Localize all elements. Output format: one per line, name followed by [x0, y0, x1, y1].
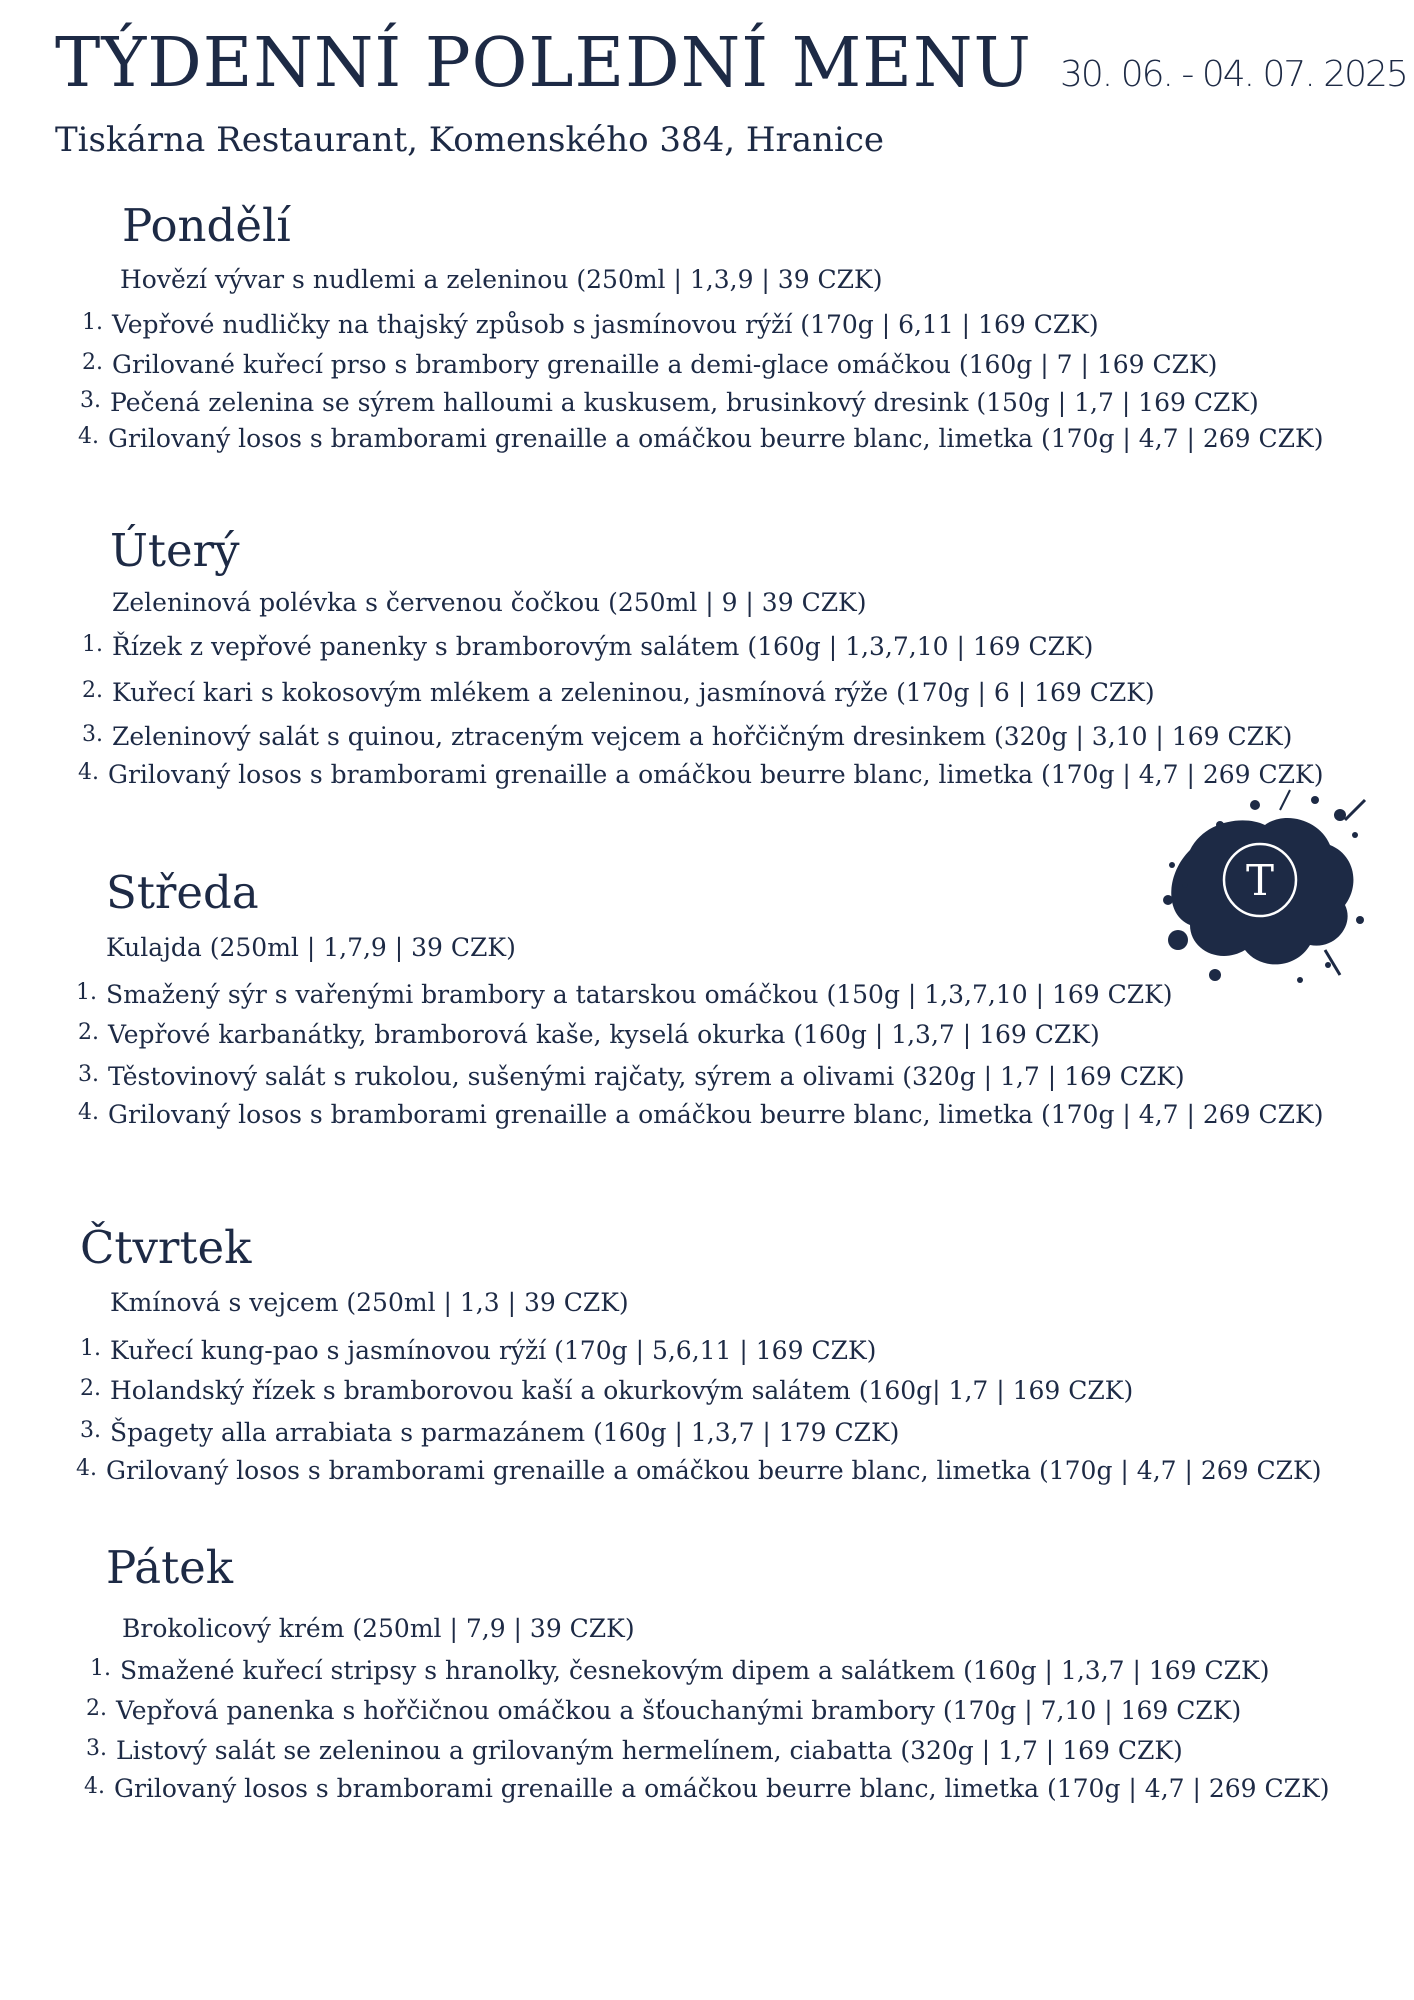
day-name: Pátek — [106, 1541, 234, 1594]
dish-text: Grilovaný losos s bramborami grenaille a omáčkou beurre blanc, limetka (170g | 4,7 | 269 CZK) — [114, 1774, 1330, 1803]
list-item — [82, 678, 1155, 707]
list-item — [82, 310, 1099, 339]
soup-of-day: Kulajda (250ml | 1,7,9 | 39 CZK) — [106, 933, 516, 962]
dish-number: 2. — [86, 1696, 107, 1721]
dish-text: Grilovaný losos s bramborami grenaille a omáčkou beurre blanc, limetka (170g | 4,7 | 269 CZK) — [108, 760, 1324, 789]
dish-text: Holandský řízek s bramborovou kaší a okurkovým salátem (160g| 1,7 | 169 CZK) — [110, 1376, 1134, 1405]
dish-number: 4. — [84, 1774, 105, 1799]
soup-of-day: Kmínová s vejcem (250ml | 1,3 | 39 CZK) — [110, 1288, 629, 1317]
dish-text: Vepřová panenka s hořčičnou omáčkou a šťouchanými brambory (170g | 7,10 | 169 CZK) — [116, 1696, 1242, 1725]
dish-text: Smažené kuřecí stripsy s hranolky, česnekovým dipem a salátkem (160g | 1,3,7 | 169 CZK) — [120, 1656, 1270, 1685]
list-item — [78, 1020, 1100, 1049]
dish-text: Vepřové karbanátky, bramborová kaše, kyselá okurka (160g | 1,3,7 | 169 CZK) — [108, 1020, 1100, 1049]
dish-text: Grilovaný losos s bramborami grenaille a omáčkou beurre blanc, limetka (170g | 4,7 | 269 CZK) — [108, 1100, 1324, 1129]
restaurant-address: Tiskárna Restaurant, Komenského 384, Hranice — [55, 120, 884, 160]
dish-number: 3. — [80, 388, 101, 413]
list-item — [78, 760, 1323, 789]
dish-text: Těstovinový salát s rukolou, sušenými rajčaty, sýrem a olivami (320g | 1,7 | 169 CZK) — [108, 1062, 1185, 1091]
list-item — [90, 1656, 1269, 1685]
dish-number: 3. — [80, 1418, 101, 1443]
list-item — [80, 388, 1259, 417]
dish-text: Grilovaný losos s bramborami grenaille a omáčkou beurre blanc, limetka (170g | 4,7 | 269 CZK) — [106, 1456, 1322, 1485]
day-name: Čtvrtek — [80, 1221, 252, 1274]
day-name: Úterý — [110, 524, 240, 577]
dish-text: Grilované kuřecí prso s brambory grenaille a demi-glace omáčkou (160g | 7 | 169 CZK) — [112, 350, 1218, 379]
day-name: Pondělí — [122, 199, 291, 252]
dish-number: 4. — [78, 760, 99, 785]
dish-number: 4. — [78, 424, 99, 449]
list-item — [78, 1062, 1185, 1091]
list-item — [80, 1376, 1133, 1405]
list-item — [76, 980, 1173, 1009]
page-title: TÝDENNÍ POLEDNÍ MENU — [55, 24, 1032, 103]
dish-text: Vepřové nudličky na thajský způsob s jasmínovou rýží (170g | 6,11 | 169 CZK) — [112, 310, 1099, 339]
dish-text: Smažený sýr s vařenými brambory a tatarskou omáčkou (150g | 1,3,7,10 | 169 CZK) — [106, 980, 1173, 1009]
soup-of-day: Brokolicový krém (250ml | 7,9 | 39 CZK) — [122, 1614, 635, 1643]
list-item — [80, 1336, 876, 1365]
dish-number: 3. — [86, 1736, 107, 1761]
list-item — [76, 1456, 1321, 1485]
list-item — [86, 1696, 1241, 1725]
list-item — [80, 1418, 899, 1447]
dish-number: 2. — [82, 350, 103, 375]
dish-number: 1. — [80, 1336, 101, 1361]
day-name: Středa — [106, 866, 259, 919]
dish-text: Řízek z vepřové panenky s bramborovým salátem (160g | 1,3,7,10 | 169 CZK) — [112, 632, 1094, 661]
dish-text: Pečená zelenina se sýrem halloumi a kuskusem, brusinkový dresink (150g | 1,7 | 169 CZK) — [110, 388, 1259, 417]
day-section-monday — [122, 199, 1414, 252]
day-section-wednesday — [106, 866, 1406, 919]
dish-text: Špagety alla arrabiata s parmazánem (160g | 1,3,7 | 179 CZK) — [110, 1418, 900, 1447]
list-item — [78, 1100, 1323, 1129]
dish-text: Kuřecí kari s kokosovým mlékem a zeleninou, jasmínová rýže (170g | 6 | 169 CZK) — [112, 678, 1155, 707]
list-item — [78, 424, 1323, 453]
dish-text: Kuřecí kung-pao s jasmínovou rýží (170g | 5,6,11 | 169 CZK) — [110, 1336, 877, 1365]
dish-number: 4. — [78, 1100, 99, 1125]
dish-number: 1. — [90, 1656, 111, 1681]
list-item — [84, 1774, 1329, 1803]
dish-number: 1. — [82, 632, 103, 657]
dish-number: 2. — [82, 678, 103, 703]
soup-of-day: Hovězí vývar s nudlemi a zeleninou (250ml | 1,3,9 | 39 CZK) — [120, 265, 883, 294]
dish-number: 4. — [76, 1456, 97, 1481]
dish-text: Zeleninový salát s quinou, ztraceným vejcem a hořčičným dresinkem (320g | 3,10 | 169 CZK) — [112, 722, 1293, 751]
dish-number: 3. — [82, 722, 103, 747]
list-item — [82, 722, 1292, 751]
list-item — [82, 632, 1093, 661]
dish-number: 1. — [76, 980, 97, 1005]
day-section-thursday — [80, 1221, 1380, 1274]
list-item — [82, 350, 1217, 379]
logo-letter: T — [1245, 856, 1275, 905]
dish-text: Grilovaný losos s bramborami grenaille a omáčkou beurre blanc, limetka (170g | 4,7 | 269 CZK) — [108, 424, 1324, 453]
day-section-friday — [106, 1541, 1406, 1594]
date-range: 30. 06. - 04. 07. 2025 — [1060, 54, 1407, 95]
dish-number: 2. — [78, 1020, 99, 1045]
day-section-tuesday — [110, 524, 1410, 577]
list-item — [86, 1736, 1183, 1765]
soup-of-day: Zeleninová polévka s červenou čočkou (250ml | 9 | 39 CZK) — [112, 588, 867, 617]
dish-number: 1. — [82, 310, 103, 335]
dish-text: Listový salát se zeleninou a grilovaným hermelínem, ciabatta (320g | 1,7 | 169 CZK) — [116, 1736, 1183, 1765]
dish-number: 2. — [80, 1376, 101, 1401]
dish-number: 3. — [78, 1062, 99, 1087]
